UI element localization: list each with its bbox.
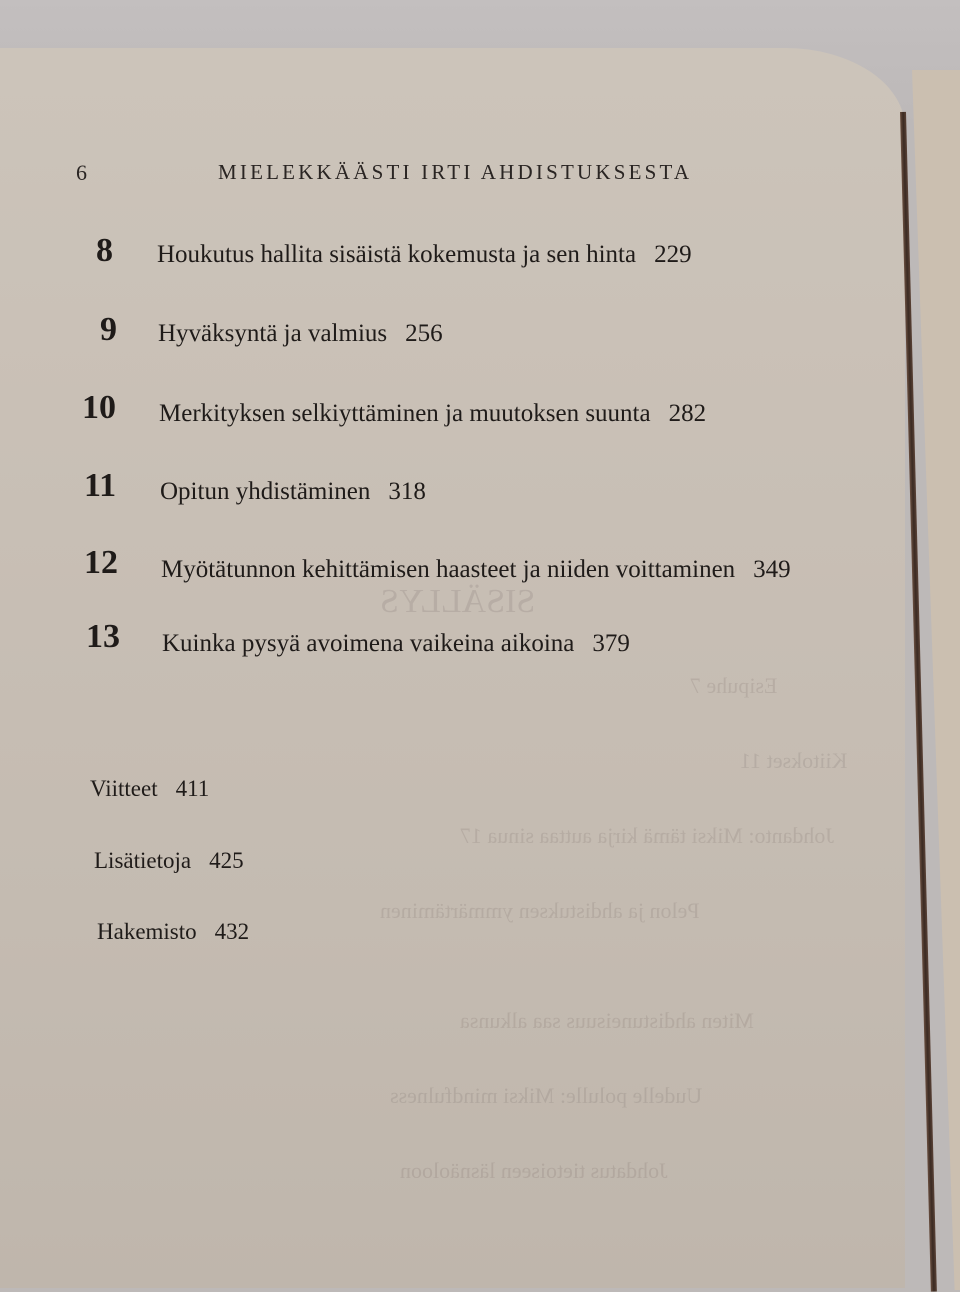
back-matter-entry: Hakemisto 432	[97, 919, 250, 944]
book-page	[0, 48, 905, 1288]
chapter-number: 9	[100, 311, 117, 348]
chapter-number: 12	[84, 544, 118, 581]
show-through-text: Esipuhe 7	[690, 673, 778, 698]
show-through-text: Uudelle polulle: Miksi mindfulness	[390, 1083, 703, 1108]
back-matter-entry: Lisätietoja 425	[94, 848, 244, 873]
back-matter-page: 411	[175, 776, 210, 801]
show-through-text: Kiitokset 11	[740, 748, 848, 773]
chapter-number: 10	[82, 389, 116, 426]
chapter-page: 229	[654, 241, 692, 268]
chapter-title: Merkityksen selkiyttäminen ja muutoksen suunta 282	[159, 400, 707, 427]
chapter-title: Hyväksyntä ja valmius 256	[158, 320, 443, 347]
show-through-text: Johdanto: Miksi tämä kirja auttaa sinua 17	[460, 823, 834, 848]
chapter-page: 318	[388, 478, 426, 505]
back-matter-entry: Viitteet 411	[90, 776, 210, 801]
chapter-page: 256	[405, 320, 443, 347]
page-number: 6	[76, 160, 87, 185]
chapter-number: 11	[84, 467, 117, 504]
chapter-page: 379	[592, 630, 630, 657]
chapter-title: Kuinka pysyä avoimena vaikeina aikoina 379	[162, 630, 630, 657]
chapter-number: 13	[86, 618, 120, 655]
show-through-text: SISÄLLYS	[380, 583, 536, 620]
chapter-number: 8	[96, 232, 113, 269]
chapter-page: 349	[753, 556, 791, 583]
running-title: MIELEKKÄÄSTI IRTI AHDISTUKSESTA	[218, 160, 693, 184]
chapter-title: Opitun yhdistäminen 318	[160, 478, 426, 505]
show-through-text: Pelon ja ahdistuksen ymmärtäminen	[380, 898, 700, 923]
show-through-text: Miten ahdistuneisuus saa alkunsa	[460, 1008, 754, 1033]
chapter-title: Houkutus hallita sisäistä kokemusta ja sen hinta 229	[157, 241, 692, 268]
show-through-text: Johdatus tietoiseen läsnäoloon	[400, 1158, 668, 1183]
chapter-page: 282	[668, 400, 707, 427]
back-matter-page: 432	[214, 919, 250, 944]
back-matter-page: 425	[209, 848, 244, 873]
chapter-title: Myötätunnon kehittämisen haasteet ja niiden voittaminen 349	[161, 556, 791, 583]
